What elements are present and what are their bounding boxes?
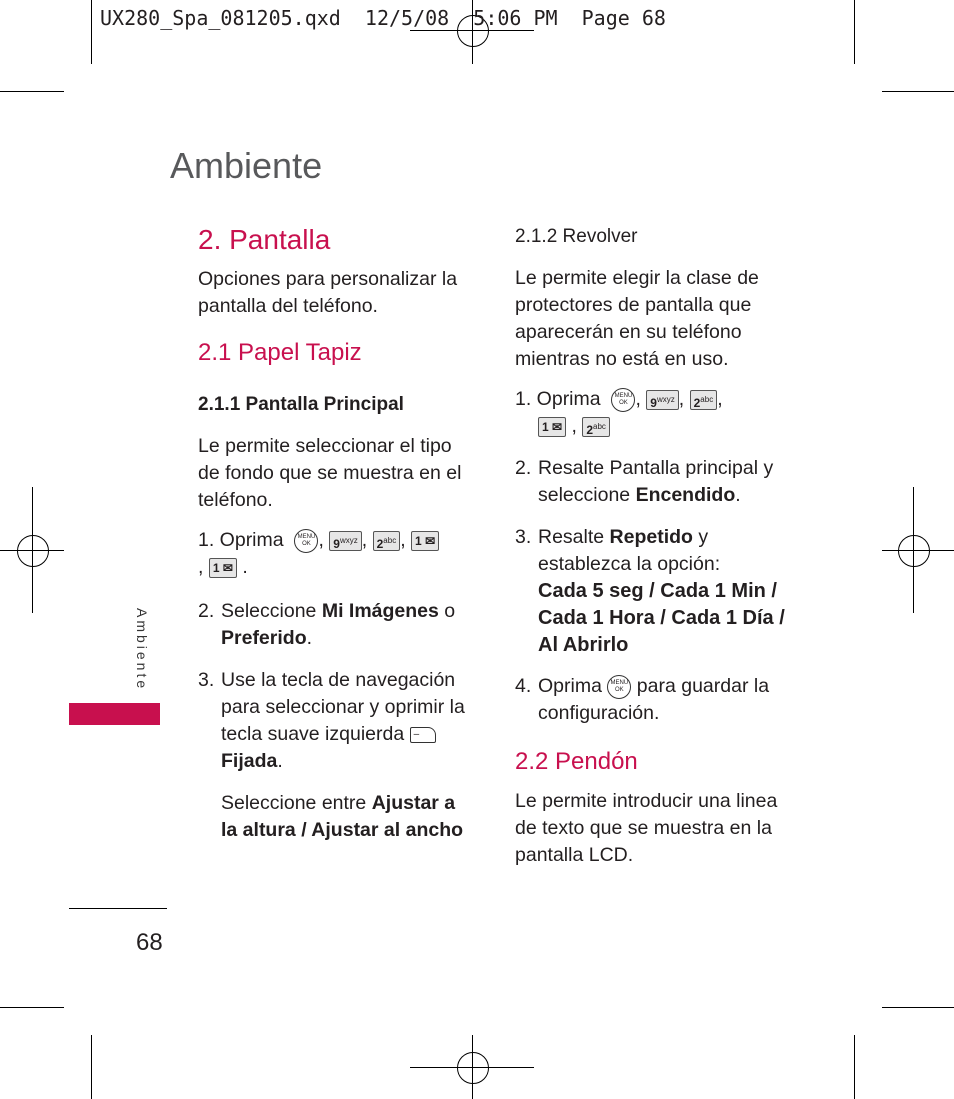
crop-mark	[882, 91, 954, 92]
key-9-icon: $9^{wxyz}$	[329, 531, 361, 551]
paragraph: Le permite seleccionar el tipo de fondo que se muestra en el teléfono.	[198, 435, 462, 511]
side-tab-label: Ambiente	[134, 608, 150, 692]
key-9-icon: $9^{wxyz}$	[646, 390, 678, 410]
step-1: 1. Oprima MENU OK , $9^{wxyz}$ , $2^{abc}$ , 1 ✉ , 1 ✉ .	[198, 527, 473, 581]
crop-mark	[91, 1035, 92, 1099]
key-1-icon: 1 ✉	[411, 531, 439, 551]
section-title: 2. Pantalla	[198, 224, 331, 255]
menu-ok-key-icon: MENU OK	[611, 388, 635, 412]
registration-mark	[17, 535, 49, 567]
print-slug: UX280_Spa_081205.qxd 12/5/08 5:06 PM Page 68	[100, 6, 666, 30]
crop-mark	[0, 91, 64, 92]
step-2: 2. Resalte Pantalla principal y seleccione Encendido.	[515, 457, 774, 506]
menu-ok-key-icon: MENU OK	[607, 675, 631, 699]
registration-line	[410, 1067, 534, 1068]
step-2: 2. Seleccione Mi Imágenes o Preferido.	[198, 600, 456, 649]
subsubsection-title: 2.1.2 Revolver	[515, 226, 638, 247]
left-soft-key-icon: –	[410, 727, 436, 743]
menu-ok-key-icon: MENU OK	[294, 529, 318, 553]
step-4: 4. Oprima MENU OK para guardar la configuración.	[515, 675, 770, 724]
crop-mark	[854, 1035, 855, 1099]
subsection-title: 2.2 Pendón	[515, 748, 638, 775]
step-label: 1. Oprima	[198, 529, 284, 551]
key-2-icon: $2^{abc}$	[690, 390, 718, 410]
paragraph: Le permite introducir una linea de texto que se muestra en la pantalla LCD.	[515, 790, 778, 866]
step-3-extra: Seleccione entre Ajustar a la altura / Ajustar al ancho	[221, 792, 464, 841]
crop-mark	[0, 1007, 64, 1008]
page-header-title: Ambiente	[170, 145, 323, 186]
step-1: 1. Oprima MENU OK , $9^{wxyz}$ , $2^{abc}$ , 1 ✉ , $2^{abc}$	[515, 388, 723, 437]
registration-line	[410, 30, 534, 31]
paragraph: Le permite elegir la clase de protectores de pantalla que aparecerán en su teléfono mientras no está en uso.	[515, 267, 759, 370]
section-intro: Opciones para personalizar la pantalla del teléfono.	[198, 268, 458, 317]
key-2-icon: $2^{abc}$	[582, 417, 610, 437]
subsection-title: 2.1 Papel Tapiz	[198, 339, 362, 366]
crop-mark	[882, 1007, 954, 1008]
registration-mark	[457, 1052, 489, 1084]
key-1-icon: 1 ✉	[538, 417, 566, 437]
side-tab-bar	[69, 703, 160, 725]
subsubsection-title: 2.1.1 Pantalla Principal	[198, 394, 404, 415]
step-3: 3. Use la tecla de navegación para seleccionar y oprimir la tecla suave izquierda – Fijada.	[198, 669, 465, 772]
page-number: 68	[136, 929, 163, 956]
registration-line	[0, 550, 64, 551]
key-1-icon: 1 ✉	[209, 558, 237, 578]
step-3: 3. Resalte Repetido y establezca la opción: Cada 5 seg / Cada 1 Min / Cada 1 Hora / Cada 1 Día / Al Abrirlo	[515, 526, 785, 656]
registration-line	[882, 550, 954, 551]
crop-mark	[854, 0, 855, 64]
registration-mark	[898, 535, 930, 567]
footer-rule	[69, 908, 167, 909]
key-2-icon: $2^{abc}$	[373, 531, 401, 551]
crop-mark	[91, 0, 92, 64]
